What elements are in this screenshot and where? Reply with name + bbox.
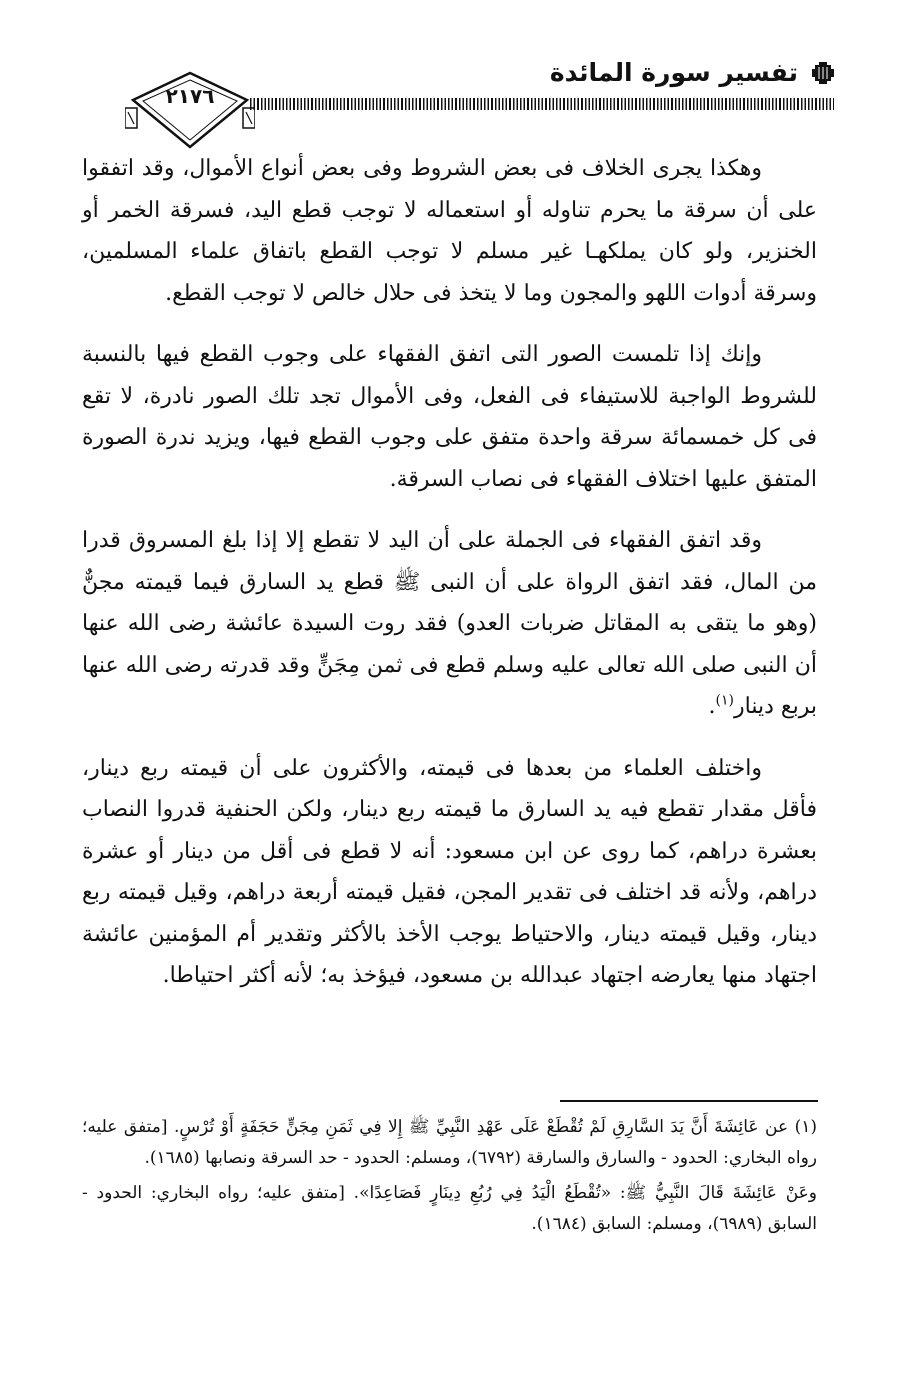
running-title-group	[550, 58, 834, 87]
paragraph-4: واختلف العلماء من بعدها فى قيمته، والأكثرون على أن قيمته ربع دينار، فأقل مقدار تقطع فيه يد السارق ما قيمته ربع دينار، ولكن الحنفية قدروا النصاب بعشرة دراهم، كما روى عن ابن مسعود: أنه لا قطع فى أقل من دينار أو عشرة دراهم، ولأنه قد اختلف فى تقدير المجن، فقيل قيمته أربعة دراهم، وقيل قيمته ربع دينار، وقيل قيمته دينار، والاحتياط يوجب الأخذ بالأكثر وتقدير أم المؤمنين عائشة اجتهاد منها يعارضه اجتهاد عبدالله بن مسعود، فيؤخذ به؛ لأنه أكثر احتياطا.	[82, 755, 817, 988]
running-title: تفسير سورة المائدة	[549, 58, 798, 87]
footnotes	[82, 1112, 817, 1244]
footnote-reference[interactable]: (١)	[715, 692, 735, 709]
header-rule	[250, 98, 834, 110]
paragraph-2: وإنك إذا تلمست الصور التى اتفق الفقهاء على وجوب القطع فيها بالنسبة للشروط الواجبة للاستيفاء فى الفعل، وفى الأموال تجد تلك الصور نادرة، لا تقع فى كل خمسمائة سرقة واحدة متفق على وجوب القطع فيها، ويزيد ندرة الصورة المتفق عليها اختلاف الفقهاء فى نصاب السرقة.	[82, 342, 817, 492]
page-number: ٢١٧٦	[165, 84, 215, 108]
body-text	[82, 148, 817, 997]
footnote-2: وعَنْ عَائِشَةَ قَالَ النَّبِيُّ ﷺ: «تُقْطَعُ الْيَدُ فِي رُبُعِ دِينَارٍ فَصَاعِدًا». [متفق عليه؛ رواه البخاري: الحدود - السابق (٦٩٨٩)، ومسلم: السابق (١٦٨٤).	[82, 1183, 817, 1234]
page-number-badge	[125, 70, 255, 150]
footnote-divider	[560, 1100, 818, 1102]
paragraph-3-text: وقد اتفق الفقهاء فى الجملة على أن اليد لا تقطع إلا إذا بلغ المسروق قدرا من المال، فقد اتفق الرواة على أن النبى ﷺ قطع يد السارق فيما قيمته مجنٌّ (وهو ما يتقى به المقاتل ضربات العدو) فقد روت السيدة عائشة رضى الله عنها أن النبى صلى الله تعالى عليه وسلم قطع فى ثمن مِجَنٍّ وقد قدرته رضى الله عنها بربع دينار	[82, 528, 817, 719]
paragraph-3	[82, 520, 817, 728]
paragraph-1: وهكذا يجرى الخلاف فى بعض الشروط وفى بعض أنواع الأموال، وقد اتفقوا على أن سرقة ما يحرم تناوله أو استعماله لا توجب قطع اليد، فسرقة الخمر أو الخنزير، ولو كان يملكهـا غير مسلم لا توجب القطع باتفاق علماء المسلمين، وسرقة أدوات اللهو والمجون وما لا يتخذ فى حلال خالص لا توجب القطع.	[82, 156, 817, 306]
footnote-1: (١) عن عَائِشَةَ أَنَّ يَدَ السَّارِقِ لَمْ تُقْطَعْ عَلَى عَهْدِ النَّبِيِّ ﷺ إِلا فِي ثَمَنِ مِجَنٍّ حَجَفَةٍ أَوْ تُرْسٍ. [متفق عليه؛ رواه البخاري: الحدود - والسارق والسارقة (٦٧٩٢)، ومسلم: الحدود - حد السرقة ونصابها (١٦٨٥).	[82, 1117, 817, 1168]
page-header	[0, 0, 914, 150]
paragraph-3-end: .	[708, 694, 716, 719]
ornament-icon	[812, 62, 834, 84]
